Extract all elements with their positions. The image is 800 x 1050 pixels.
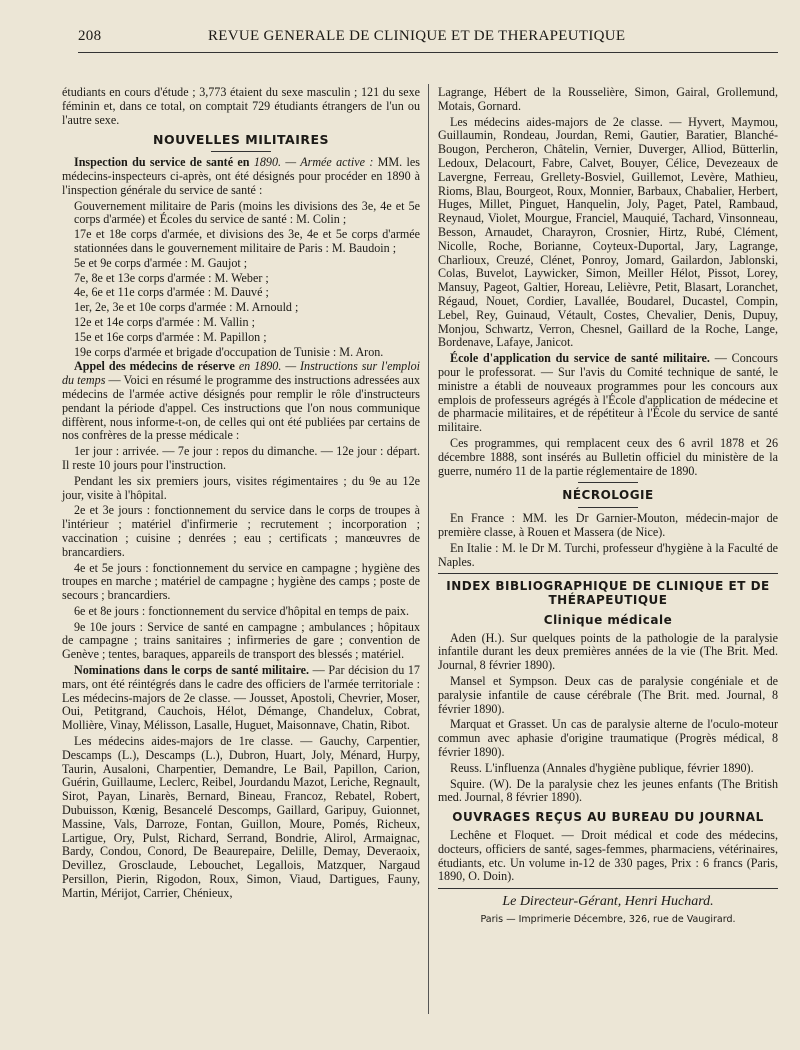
bibliography-entry: Reuss. L'influenza (Annales d'hygiène publique, février 1890). xyxy=(450,760,754,775)
right-column xyxy=(438,86,778,927)
schedule-line: 1er jour : arrivée. — 7e jour : repos du dimanche. — 12e jour : départ. Il reste 10 jours pour l'instruction. xyxy=(62,444,420,472)
signature-rule xyxy=(438,888,778,889)
inspection-year: 1890. — Armée active : xyxy=(253,155,374,170)
reserve-body: — Voici en résumé le programme des instructions adressées aux médecins de l'armée active désignés pour remplir le rôle d'instructeurs pendant la période d'appel. Ces instructions que l'on nous communique diffèrent, nous informe-t-on, de celles qui ont été publiées par certains de nos confrères de la presse médicale : xyxy=(62,373,420,443)
necrologie-italie: En Italie : M. le Dr M. Turchi, professeur d'hygiène à la Faculté de Naples. xyxy=(438,540,778,569)
inspection-item: 17e et 18e corps d'armée, et divisions des 3e, 4e et 5e corps d'armée stationnées dans le gouvernement militaire de Paris : M. Baudoin ; xyxy=(74,227,420,255)
printer-line: Paris — Imprimerie Décembre, 326, rue de Vaugirard. xyxy=(480,914,736,926)
inspection-item: 4e, 6e et 11e corps d'armée : M. Dauvé ; xyxy=(74,285,269,300)
ecole-body: — Concours pour le professorat. — Sur l'avis du Comité technique de santé, le ministre a établi de nouveaux programmes pour les concours aux emplois de professeurs agrégés à l'École d'application de médecine et de pharmacie militaires, et de répétiteur à l'École du service de santé militaire. xyxy=(438,351,778,435)
inspection-item: 19e corps d'armée et brigade d'occupation de Tunisie : M. Aron. xyxy=(74,344,384,359)
running-header xyxy=(78,28,778,50)
index-title: INDEX BIBLIOGRAPHIQUE DE CLINIQUE ET DE THÉRAPEUTIQUE xyxy=(446,579,770,608)
schedule-line: 4e et 5e jours : fonctionnement du service en campagne ; hygiène des troupes en marche ; matériel de campagne ; hygiène des camps ; poste de secours ; brancardiers. xyxy=(62,560,420,603)
bibliography-entry: Marquat et Grasset. Un cas de paralysie alterne de l'oculo-moteur commun avec aphasie d'origine traumatique (Progrès médical, 8 février 1890). xyxy=(438,717,778,760)
schedule-line: 6e et 8e jours : fonctionnement du service d'hôpital en temps de paix. xyxy=(74,603,409,618)
inspection-body: MM. les médecins-inspecteurs ci-après, ont été désignés pour procéder en 1890 à l'inspection générale du service de santé : xyxy=(62,155,420,197)
programmes-paragraph: Ces programmes, qui remplacent ceux des 6 avril 1878 et 26 décembre 1888, sont insérés au Bulletin officiel du ministère de la guerre, numéro 11 de la partie réglementaire de 1890. xyxy=(438,435,778,478)
schedule-line: Pendant les six premiers jours, visites régimentaires ; du 9e au 12e jour, visite à l'hôpital. xyxy=(62,473,420,502)
nominations-body: — Par décision du 17 mars, ont été réintégrés dans le cadre des officiers de l'armée territoriale : Les médecins-majors de 2e classe. — Jousset, Apostoli, Chevrier, Moser, Oui, Petitgrand, Cauchois, Hélot, Démange, Chandelux, Cobrat, Mollière, Vinay, Mélisson, Lasalle, Huguet, Maisonnave, Chatin, Ribot. xyxy=(62,663,420,733)
intro-paragraph: étudiants en cours d'étude ; 3,773 étaient du sexe masculin ; 121 du sexe féminin et, dans ce total, on comptait 729 étudiants étrangers de l'un ou l'autre sexe. xyxy=(62,85,420,127)
bibliography-entry: Squire. (W). De la paralysie chez les jeunes enfants (The British med. Journal, 8 février 1890). xyxy=(438,776,778,805)
nominations-heading: Nominations dans le corps de santé militaire. xyxy=(74,663,310,678)
schedule-line: 2e et 3e jours : fonctionnement du service dans le corps de troupes à l'intérieur ; matériel d'infirmerie ; recrutement ; incorporation ; vaccination ; cuisine ; denrées ; eau ; certificats ; manœuvres de brancardiers. xyxy=(62,503,420,559)
inspection-item: 15e et 16e corps d'armée : M. Papillon ; xyxy=(74,329,267,344)
inspection-heading: Inspection du service de santé en xyxy=(74,155,250,170)
nominations-paragraph xyxy=(62,664,420,733)
section-title-military: NOUVELLES MILITAIRES xyxy=(152,132,330,148)
left-column xyxy=(62,86,420,903)
inspection-paragraph xyxy=(62,156,420,197)
signature: Le Directeur-Gérant, Henri Huchard. xyxy=(502,894,714,910)
section-rule xyxy=(578,507,638,508)
bibliography-entry: Aden (H.). Sur quelques points de la pathologie de la paralysie infantile durant les deux premières années de la vie (The Brit. Med. Journal, 8 février 1890). xyxy=(438,630,778,673)
reserve-heading: Appel des médecins de réserve xyxy=(74,359,235,374)
inspection-item: 7e, 8e et 13e corps d'armée : M. Weber ; xyxy=(74,270,269,285)
ecole-heading: École d'application du service de santé militaire. xyxy=(450,351,710,366)
section-rule xyxy=(578,482,638,483)
necrologie-title: NÉCROLOGIE xyxy=(562,488,654,503)
book-entry: Lechêne et Floquet. — Droit médical et code des médecins, docteurs, officiers de santé, sages-femmes, pharmaciens, vétérinaires, étudiants, etc. Un volume in-12 de 330 pages, Prix : 6 francs (Paris, 1890, O. Doin). xyxy=(438,828,778,884)
section-rule xyxy=(211,151,271,152)
reserve-paragraph xyxy=(62,360,420,443)
inspection-item: Gouvernement militaire de Paris (moins les divisions des 3e, 4e et 5e corps d'armée) et Écoles du service de santé : M. Colin ; xyxy=(74,198,420,227)
column-divider xyxy=(428,84,429,1014)
journal-title: REVUE GENERALE DE CLINIQUE ET DE THERAPEUTIQUE xyxy=(208,28,626,44)
aides-majors-1-paragraph: Les médecins aides-majors de 1re classe. — Gauchy, Carpentier, Descamps (L.), Descamps (L.), Dubron, Huart, Joly, Ménard, Hurpy, Taurin, Ausaloni, Charpentier, Demandre, Le Bail, Papillon, Carion, Guérin, Guillaume, Leclerc, Reibel, Jourdandu Mazot, Leriche, Regnault, Sirot, Payan, Linarès, Bernard, Bineau, Francoz, Rebatel, Robert, Dubuisson, Kœnig, Besancelé Descomps, Gaillard, Garipuy, Guionnet, Massine, Vals, Darroze, Fontan, Guillon, Moure, Pomés, Richeux, Lartigue, Ory, Pulst, Richard, Serrand, Bondrie, Alirol, Armaignac, Bardy, Condou, Conord, De Beaurepaire, Delille, Demay, Deveraoix, Devillez, Grosclaude, Lebouchet, Legallois, Matzquer, Nargaud Persillon, Pierin, Rigodon, Roux, Simon, Viaud, Dartigues, Fauny, Martin, Mérijot, Carrier, Chénieux, xyxy=(62,734,420,900)
books-received-title: OUVRAGES REÇUS AU BUREAU DU JOURNAL xyxy=(452,810,764,825)
bibliography-entry: Mansel et Sympson. Deux cas de paralysie congéniale et de paralysie infantile de cause cérébrale (The Brit. med. Journal, 8 février 1890). xyxy=(438,674,778,716)
section-rule xyxy=(438,573,778,574)
inspection-item: 1er, 2e, 3e et 10e corps d'armée : M. Arnould ; xyxy=(74,300,299,315)
aides-majors-2-paragraph: Les médecins aides-majors de 2e classe. — Hyvert, Maymou, Guillaumin, Rondeau, Jourdan, Remi, Gautier, Baratier, Blanché-Bougon, Percheron, Châtelin, Vernier, Duverger, Alliod, Bütterlin, Ledoux, Delacourt, Fabre, Calvet, Bouyer, Célice, Devezeaux de Lavergne, Ferreau, Grellety-Bosviel, Guillemot, Levère, Mathieu, Rioms, Blau, Bourgeot, Roux, Monnier, Barbaux, Chabalier, Herbert, Huges, Millet, Pinguet, Hanquelin, Joly, Paget, Patel, Rambaud, Reynaud, Violet, Mourgue, Franciel, Mauquié, Tachard, Vinsonneau, Besson, Arnaudet, Charayron, Crosnier, Hirtz, Rubé, Clément, Nicolle, Roche, Borianne, Coyteux-Duportal, Jary, Lagrange, Charlioux, Creuzé, Clénet, Ponroy, Jomard, Gailardon, Jablonski, Colas, Buvelot, Laywicker, Simon, Meiller Hélot, Pissot, Lorey, Mansuy, Pageot, Galtier, Horeau, Lelièvre, Petit, Blasart, Loranchet, Régaud, Nouet, Cordier, Lavallée, Boudarel, Ducastel, Compin, Lebel, Rey, Guinaud, Vétault, Costes, Chevalier, Denis, Dupuy, Monjou, Schwartz, Verron, Chesnel, Gaillard de la Roche, Lange, Bordenave, Lafaye, Janicot. xyxy=(438,114,778,350)
page-number: 208 xyxy=(78,28,102,44)
inspection-item: 5e et 9e corps d'armée : M. Gaujot ; xyxy=(74,255,248,270)
necrologie-france: En France : MM. les Dr Garnier-Mouton, médecin-major de première classe, à Rouen et Massera (de Nice). xyxy=(438,511,778,539)
schedule-line: 9e 10e jours : Service de santé en campagne ; ambulances ; hôpitaux de campagne ; trains sanitaires ; infirmeries de gare ; convention de Genève ; tentes, baraques, appareils de transport des blessés ; matériel. xyxy=(62,619,420,662)
index-subtitle: Clinique médicale xyxy=(543,612,673,627)
header-rule xyxy=(78,52,778,53)
inspection-item: 12e et 14e corps d'armée : M. Vallin ; xyxy=(74,314,255,329)
reserve-year: en 1890. — Instructions sur l'emploi du temps xyxy=(62,359,420,388)
names-continued: Lagrange, Hébert de la Rousselière, Simon, Gairal, Grollemund, Motais, Gornard. xyxy=(438,85,778,113)
ecole-paragraph xyxy=(438,352,778,435)
